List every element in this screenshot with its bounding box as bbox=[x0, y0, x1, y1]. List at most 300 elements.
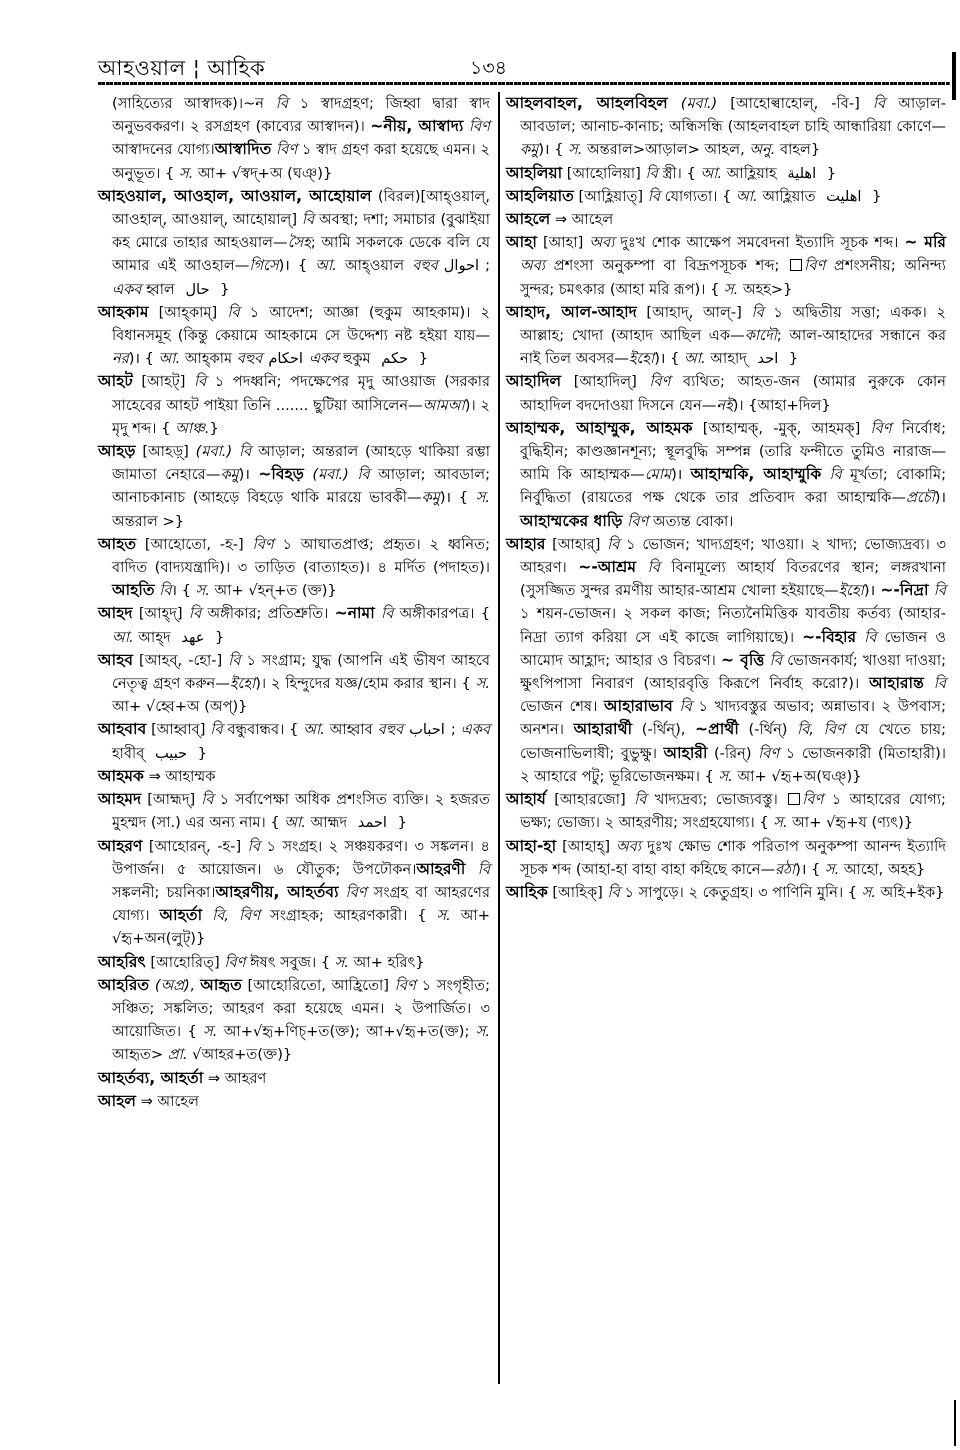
header-rule bbox=[98, 82, 950, 85]
grammar-label: (মবা.) bbox=[680, 95, 718, 112]
grammar-label: বি bbox=[193, 373, 207, 391]
headword: আহব bbox=[98, 650, 134, 669]
grammar-label: আমআ bbox=[422, 396, 465, 414]
text: আহো, অহহ} bbox=[839, 860, 926, 878]
dictionary-entry bbox=[98, 718, 490, 764]
text: বন্ধুবান্ধব। { bbox=[222, 721, 304, 739]
text: ১ আঘাতপ্রাপ্ত; প্রহৃত। ২ ধ্বনিত; বাদিত (বাদ্যযন্ত্রাদি)। ৩ তাড়িত (বাত্যাহত)। ৪ মর্দিত (পদাহত)। bbox=[112, 535, 490, 577]
text: ; আল-আহাদের সন্ধানে কর নাই তিল অবসর— bbox=[520, 327, 946, 368]
grammar-label: (মবা.) bbox=[312, 466, 349, 484]
dictionary-entry bbox=[506, 417, 946, 533]
text: খাদ্যদ্রব্য; ভোজ্যবস্তু। bbox=[646, 791, 787, 809]
text bbox=[636, 559, 648, 576]
text: আহ্লিয়াত bbox=[757, 187, 821, 205]
text: ১ সর্বাপেক্ষা অধিক প্রশংসিত ব্যক্তি। ২ হজরত মুহম্মদ (সা.) এর অন্য নাম। { bbox=[112, 791, 490, 832]
text: নির্বোধ; বুদ্ধিহীন; কাণ্ডজ্ঞানশূন্য; স্থূলবুদ্ধি সম্পন্ন (তারি ফন্দীতে তুমিও নারাজ—আমি কি আহাম্মক— bbox=[520, 419, 946, 484]
headword: ~ বৃত্তি bbox=[721, 650, 765, 669]
text bbox=[668, 95, 681, 112]
grammar-label: বি bbox=[275, 95, 289, 112]
headword: আহলিয়াত bbox=[506, 186, 574, 205]
headword: ~নীয়, আস্বাদ্য bbox=[370, 117, 464, 136]
grammar-label: বিণ bbox=[468, 118, 490, 136]
text: [আহোতো, -হ-] bbox=[136, 535, 253, 553]
text: ; bbox=[485, 257, 490, 275]
headword: আহাম্মকের ধাড়ি bbox=[520, 511, 623, 530]
page-header bbox=[98, 52, 950, 82]
arabic-script: حكم bbox=[381, 350, 409, 368]
grammar-label: বি bbox=[227, 303, 240, 321]
grammar-label: বি bbox=[829, 466, 842, 484]
text: [আহিক্] bbox=[547, 883, 608, 901]
grammar-label: ইহো bbox=[628, 350, 655, 368]
grammar-label: বি bbox=[645, 164, 658, 182]
grammar-label: ইহো bbox=[229, 675, 256, 693]
text: আ+ √হৃ+অ(ঘঞ্)} bbox=[732, 767, 862, 785]
headword: ~বিহড় bbox=[258, 465, 304, 484]
text: [আহট্] bbox=[132, 373, 194, 391]
headword: আহার্য bbox=[506, 790, 546, 809]
text: বিনামূল্যে আহার্য বিতরণের স্থান; লঙ্গরখানা (সুসজ্জিত সুন্দর রমণীয় আহার-আশ্রম খোলা হইয়াছে— bbox=[520, 559, 947, 600]
grammar-label: বহুব bbox=[412, 257, 438, 275]
headword: আহড় bbox=[98, 442, 136, 461]
text: [আহ্কাম্] bbox=[148, 303, 228, 321]
dictionary-entry bbox=[506, 835, 946, 881]
headword: আহদ bbox=[98, 604, 133, 623]
grammar-label: বি bbox=[238, 443, 252, 461]
headword: আহলিয়া bbox=[506, 163, 563, 182]
grammar-label: কমু bbox=[421, 489, 440, 507]
running-head: আহওয়াল ¦ আহিক bbox=[98, 56, 266, 80]
grammar-label: বিণ bbox=[345, 883, 367, 901]
text: [আহড়্] bbox=[135, 443, 196, 461]
grammar-label: বহুব bbox=[377, 721, 404, 739]
text: আহ্ওয়াল bbox=[336, 257, 413, 275]
text: √আহর+ত(ক্ত)} bbox=[187, 1046, 293, 1064]
dictionary-entry bbox=[506, 881, 946, 904]
text: অন্তরাল>আড়াল> আহল, bbox=[582, 141, 750, 159]
text bbox=[339, 884, 346, 901]
text bbox=[232, 443, 239, 460]
text: আহৃত> bbox=[112, 1046, 168, 1064]
headword: ~-বিহার bbox=[802, 627, 857, 646]
text: [আহারজো] bbox=[545, 791, 635, 809]
headword: ~প্রার্থী bbox=[695, 720, 739, 739]
headword: আহট bbox=[98, 372, 133, 391]
grammar-label: বি bbox=[864, 628, 877, 646]
arabic-script: عهد bbox=[181, 628, 205, 646]
text: ১ ভোজন; খাদ্যগ্রহণ; খাওয়া। ২ খাদ্য; ভোজ্যদ্রব্য। ৩ আহরণ। bbox=[520, 535, 946, 577]
grammar-label: বিণ bbox=[276, 141, 298, 159]
grammar-label: স. bbox=[773, 814, 788, 832]
dictionary-entry bbox=[98, 1090, 490, 1113]
arabic-script: احباب bbox=[409, 721, 445, 739]
text: ⇒ আহেল bbox=[136, 1092, 199, 1110]
grammar-label: আ. bbox=[315, 257, 337, 275]
headword: আহারাভাব bbox=[604, 697, 673, 716]
grammar-label: স. bbox=[861, 883, 877, 901]
text: [আহব্, -হো-] bbox=[133, 651, 229, 669]
dictionary-entry bbox=[506, 185, 946, 208]
headword: আহাদিল bbox=[506, 372, 562, 391]
grammar-label: বিণ bbox=[758, 744, 780, 762]
text: (বিরল)[আহ্ওয়াল্, আওহাল্, আওয়াল্, আহোয়াল্] bbox=[112, 187, 490, 229]
arabic-script: احمد bbox=[357, 814, 387, 832]
grammar-label: বি bbox=[210, 721, 223, 739]
dictionary-entry bbox=[506, 208, 946, 231]
headword: আহমদ bbox=[98, 790, 142, 809]
page-edge-mark-bottom bbox=[954, 1400, 956, 1446]
text: হুকুম bbox=[338, 350, 376, 368]
square-box-icon bbox=[790, 259, 802, 271]
arabic-script: حبيب bbox=[154, 744, 188, 762]
dictionary-entry bbox=[98, 788, 490, 834]
grammar-label: সৈহ bbox=[287, 234, 311, 252]
dictionary-entry bbox=[98, 185, 490, 301]
headword: আহরিৎ bbox=[98, 952, 146, 971]
text: (-র্থিন্) bbox=[738, 721, 798, 739]
text: ১ পদধ্বনি; পদক্ষেপের মৃদু আওয়াজ (সরকার সাহেবের আহট পাইয়া তিনি ....... ছুটিয়া আসিলেন— bbox=[112, 373, 490, 414]
left-column bbox=[98, 92, 490, 1113]
text: আহ্মদ bbox=[305, 814, 352, 832]
text: )। ২ হিন্দুদের যজ্ঞ/হোম করার স্থান। { bbox=[255, 675, 476, 693]
headword: আহরণী bbox=[416, 859, 466, 878]
grammar-label: বি bbox=[228, 651, 241, 669]
grammar-label: বহুব bbox=[236, 350, 263, 368]
grammar-label: বি bbox=[607, 535, 620, 553]
dictionary-entry bbox=[506, 92, 946, 162]
text: সংগ্রহ বা আহরণের যোগ্য। bbox=[112, 883, 491, 925]
square-box-icon bbox=[788, 793, 800, 805]
arabic-script: احوال bbox=[443, 257, 480, 275]
grammar-label: আ. bbox=[700, 164, 723, 182]
text: )। { bbox=[538, 141, 569, 159]
headword: আহরণ bbox=[98, 836, 143, 855]
text: দুঃখ শোক আক্ষেপ সমবেদনা ইত্যাদি সূচক শব্দ। bbox=[614, 234, 905, 252]
text bbox=[202, 907, 212, 924]
grammar-label: স. bbox=[195, 582, 210, 600]
text: ⇒ আহাম্মক bbox=[143, 767, 216, 785]
text: আস্বাদনের যোগ্য। bbox=[112, 141, 215, 159]
grammar-label: স. bbox=[436, 907, 451, 925]
grammar-label: বি bbox=[872, 95, 886, 112]
text: যে খেতে চায়; ভোজনাভিলাষী; বুভুক্ষু। bbox=[520, 721, 946, 762]
text: অঙ্গীকার; প্রতিশ্রুতি। bbox=[201, 605, 335, 623]
grammar-label: বিণ bbox=[870, 419, 892, 437]
text: ১ আদেশ; আজ্ঞা (হুকুম আহকাম)। ২ বিধানসমূহ (কিন্তু কেয়ামে আহকামে সে উদ্দেশ্য নষ্ট হইয়া যায়— bbox=[112, 303, 490, 345]
arabic-script: اهلية bbox=[787, 164, 817, 182]
headword: আহরণীয়, আহর্তব্য bbox=[215, 882, 339, 901]
text: হ্বাল bbox=[141, 280, 180, 298]
grammar-label: বিণ bbox=[394, 976, 416, 994]
grammar-label: আ. bbox=[684, 350, 706, 368]
dictionary-entry bbox=[506, 231, 946, 301]
grammar-label: স. bbox=[203, 1023, 218, 1041]
grammar-label: (মবা.) bbox=[195, 443, 233, 461]
dictionary-entry bbox=[98, 765, 490, 788]
text: [আহাদিল্] bbox=[561, 373, 650, 391]
dictionary-entry bbox=[98, 440, 490, 533]
headword: আহত bbox=[98, 534, 137, 553]
text: আ+ √হন্+ত (ক্ত)} bbox=[209, 582, 337, 600]
grammar-label: স. bbox=[475, 675, 490, 693]
headword: ~-নিদ্রা bbox=[880, 581, 929, 600]
text: আ+ √হৃ+অন(লুট্)} bbox=[112, 907, 491, 948]
grammar-label: আ. bbox=[112, 628, 134, 646]
text: )। bbox=[934, 489, 946, 507]
arabic-script: احد bbox=[757, 350, 779, 368]
headword: আহারার্থী bbox=[573, 720, 633, 739]
text: } bbox=[193, 744, 208, 762]
headword: আহা-হা bbox=[506, 836, 557, 855]
grammar-label: ইহো bbox=[838, 582, 864, 600]
text: ঈষৎ সবুজ। { bbox=[245, 953, 335, 971]
text: আ+ √স্বদ্+অ (ঘঞ্)} bbox=[193, 164, 333, 182]
text: দুঃখ ক্ষোভ শোক পরিতাপ অনুকম্পা আনন্দ ইত্যাদি সূচক শব্দ (আহা-হা বাহা বাহা কহিছে কানে— bbox=[520, 837, 946, 878]
grammar-label: অব্য bbox=[589, 234, 615, 252]
grammar-label: আ. bbox=[284, 814, 306, 832]
grammar-label: বি, বিণ bbox=[212, 907, 261, 925]
grammar-label: মোম bbox=[644, 466, 672, 484]
text: আহ্দ bbox=[133, 628, 176, 646]
text: আহাদ্ bbox=[705, 350, 752, 368]
text: ১ শয়ন-ভোজন। ২ সকল কাজ; নিত্যনৈমিত্তিক যাবতীয় কর্তব্য (আহার-নিদ্রা ত্যাগ করিয়া সে এই কাজে লাগিয়াছে)। bbox=[520, 605, 946, 646]
grammar-label: বি bbox=[188, 605, 202, 623]
text: আহ্বাব bbox=[324, 721, 378, 739]
grammar-label: বি bbox=[159, 582, 172, 600]
grammar-label: বি bbox=[634, 791, 647, 809]
text: [আহোলিয়া] bbox=[562, 164, 646, 182]
grammar-label: স. bbox=[718, 767, 733, 785]
grammar-label: বিণ bbox=[802, 791, 824, 809]
text: হাবীব্ bbox=[112, 744, 149, 762]
text: বাহল} bbox=[775, 141, 821, 159]
text: , bbox=[189, 976, 201, 994]
text: ১ সংগ্রহ। ২ সঞ্চয়করণ। ৩ সঙ্কলন। ৪ উপার্জন। ৫ আয়োজন। ৬ যৌতুক; উপঢৌকন। bbox=[112, 837, 490, 878]
grammar-label: বি, বিণ bbox=[797, 721, 845, 739]
grammar-label: রঠা bbox=[775, 860, 796, 878]
grammar-label: বিণ bbox=[649, 373, 671, 391]
text: অহহ>} bbox=[738, 280, 793, 298]
text: } bbox=[414, 350, 429, 368]
text: সংগ্রাহক; আহরণকারী। { bbox=[260, 907, 437, 925]
dictionary-entry bbox=[506, 370, 946, 416]
grammar-label: বি bbox=[201, 791, 214, 809]
text: স্ত্রী। { bbox=[657, 164, 701, 182]
headword: আস্বাদিত bbox=[214, 140, 272, 159]
text: আ+ √হৃ+য (ণ্যৎ)} bbox=[787, 814, 914, 832]
text: )। bbox=[671, 466, 691, 484]
text: ১ স্বাদগ্রহণ; জিহ্বা দ্বারা স্বাদ অনুভবকরণ। ২ রসগ্রহণ (কাব্যের আস্বাদন)। bbox=[112, 95, 491, 136]
grammar-label: স. bbox=[475, 489, 490, 507]
column-divider bbox=[498, 92, 500, 1384]
page-edge-mark bbox=[952, 52, 956, 100]
text: ১ সাপুড়ে। ২ কেতুগ্রহ। ৩ পাণিনি মুনি। { bbox=[619, 883, 862, 901]
text: আড়াল; আবডাল; আনাচকানাচ (আহড়ে বিহড়ে থাকি মারয়ে ভাবকী— bbox=[112, 466, 490, 507]
dictionary-entry bbox=[506, 533, 946, 788]
text: (সাহিত্যের আস্বাদক)।~ন bbox=[112, 95, 276, 112]
dictionary-entry bbox=[98, 92, 490, 185]
text bbox=[673, 698, 680, 715]
grammar-label: বি bbox=[751, 303, 764, 321]
grammar-label: স. bbox=[475, 1023, 490, 1041]
grammar-label: বি bbox=[647, 559, 660, 577]
grammar-label: কমু bbox=[520, 141, 539, 159]
text: আহ্লিয়াহ bbox=[722, 164, 782, 182]
headword: আহরিত bbox=[98, 975, 150, 994]
dictionary-entry bbox=[98, 649, 490, 719]
text: ⇒ আহেল bbox=[550, 211, 614, 229]
dictionary-entry bbox=[98, 602, 490, 648]
text: ১ খাদ্যবস্তুর অভাব; অন্নাভাব। ২ উপবাস; অনশন। bbox=[520, 698, 946, 739]
text: ভোজনকার্য; খাওয়া দাওয়া; ক্ষুৎপিপাসা নিবারণ (আহারবৃত্তি কিরূপে নির্বাহ করো?)। bbox=[520, 651, 947, 693]
dictionary-entry bbox=[98, 951, 490, 974]
text bbox=[924, 675, 934, 692]
text: )। { bbox=[654, 350, 684, 368]
headword: ~নামা bbox=[334, 604, 375, 623]
text: } bbox=[210, 628, 225, 646]
text: )। { bbox=[128, 350, 159, 368]
text: প্রশংসা অনুকম্পা বা বিদ্রূপসূচক শব্দ; bbox=[545, 257, 789, 275]
grammar-label: বি bbox=[357, 466, 370, 484]
grammar-label: বিণ bbox=[627, 512, 649, 530]
headword: আহাম্মকি, আহাম্মুকি bbox=[690, 465, 822, 484]
text: আ+ √হ্বে+অ (অপ্)} bbox=[112, 698, 248, 716]
arabic-script: احكام bbox=[268, 350, 303, 368]
grammar-label: বিণ bbox=[804, 257, 826, 275]
dictionary-entry bbox=[98, 370, 490, 440]
grammar-label: একব bbox=[112, 280, 142, 298]
text: অঙ্গীকারপত্র। { bbox=[393, 605, 491, 623]
grammar-label: বি bbox=[477, 860, 491, 878]
grammar-label: গিসে bbox=[249, 257, 279, 275]
grammar-label: কমু bbox=[220, 466, 239, 484]
text: } bbox=[784, 350, 799, 368]
grammar-label: আ. bbox=[303, 721, 325, 739]
dictionary-entry bbox=[506, 301, 946, 371]
text: ; bbox=[450, 721, 461, 739]
text: ১ সংগ্রাম; যুদ্ধ (আপনি এই ভীষণ আহবে নেতৃত্ব গ্রহণ করুন— bbox=[112, 651, 490, 693]
text: )। bbox=[238, 466, 259, 484]
headword: আহর্তা bbox=[159, 906, 203, 925]
grammar-label: আ. bbox=[158, 350, 181, 368]
arabic-script: حال bbox=[185, 280, 210, 298]
dictionary-entry bbox=[506, 162, 946, 185]
text: [আহাহ্] bbox=[556, 837, 617, 855]
grammar-label: বিণ bbox=[224, 953, 246, 971]
dictionary-entry bbox=[98, 1067, 490, 1090]
text: } bbox=[215, 280, 230, 298]
headword: আহলবাহল, আহলবিহল bbox=[506, 94, 668, 112]
text: । { bbox=[171, 582, 196, 600]
headword: আহকাম bbox=[98, 302, 149, 321]
text: আড়াল; অন্তরাল (আহড়ে থাকিয়া রম্ভা জামাতা নেহারে— bbox=[112, 443, 491, 484]
text: অত্যন্ত বোকা। bbox=[648, 512, 734, 530]
text: )। {আহা+দিল} bbox=[732, 396, 831, 414]
headword: আহৃত bbox=[200, 975, 242, 994]
text: আ+ হরিৎ} bbox=[349, 953, 425, 971]
grammar-label: বি bbox=[607, 883, 620, 901]
text: [আহ্লিয়াত্] bbox=[573, 187, 648, 205]
text: সঙ্কলনী; চয়নিকা। bbox=[112, 883, 216, 901]
text: [আহোল্বাহোল্, -বি-] bbox=[717, 95, 873, 112]
grammar-label: বি bbox=[647, 187, 661, 205]
text: [আহ্বাব্] bbox=[146, 721, 211, 739]
grammar-label: বি bbox=[933, 582, 946, 600]
dictionary-entry bbox=[98, 301, 490, 371]
headword: আহল bbox=[98, 1091, 137, 1110]
text: ভোজন ও আমোদ আহ্লাদ; আহার ও বিচরণ। bbox=[520, 628, 946, 669]
page-number: ১৩৪ bbox=[470, 57, 508, 79]
grammar-label: বি bbox=[381, 605, 394, 623]
text: )। { bbox=[278, 257, 316, 275]
text: [আহ্দ্] bbox=[132, 605, 189, 623]
headword: আহবাব bbox=[98, 720, 147, 739]
text: )। bbox=[863, 582, 881, 600]
text bbox=[821, 466, 829, 483]
grammar-label: বিণ bbox=[252, 535, 274, 553]
text: যোগ্যতা। { bbox=[660, 187, 737, 205]
text: আড়াল-আবডাল; আনাচ-কানাচ; অন্ধিসন্ধি (আহলবাহল চাহি আন্ধারিয়া কোণে— bbox=[520, 95, 947, 136]
headword: আহাদ, আল-আহাদ bbox=[506, 302, 637, 321]
text: [আহ্মদ্] bbox=[141, 791, 202, 809]
dictionary-entry bbox=[98, 835, 490, 951]
headword: আহিক bbox=[506, 882, 548, 901]
text: ব্যথিত; আহত-জন (আমার নুরুকে কোন আহাদিল বদদোওয়া দিসনে যেন— bbox=[520, 373, 946, 414]
grammar-label: একব bbox=[460, 721, 491, 739]
text: [আহোরন্, -হ-] bbox=[142, 837, 248, 855]
text: (-র্থিন্), bbox=[632, 721, 696, 739]
text: প্রশংসনীয়; অনিন্দ্য সুন্দর; চমৎকার (আহা মরি রূপ)। { bbox=[520, 257, 946, 298]
text: (-রিন্) bbox=[707, 744, 759, 762]
grammar-label: বি bbox=[247, 837, 260, 855]
grammar-label: অনু. bbox=[749, 141, 776, 159]
grammar-label: নই bbox=[716, 396, 733, 414]
text: ⇒ আহরণ bbox=[203, 1069, 267, 1087]
grammar-label: বি bbox=[769, 651, 782, 669]
text: ভোজন শেষ। bbox=[520, 698, 605, 716]
text: আ+√হৃ+ণিচ্+ত(ক্ত); আ+√হৃ+ত(ক্ত); bbox=[217, 1023, 476, 1041]
text: [আহা] bbox=[536, 234, 590, 252]
headword: ~-আশ্রম bbox=[578, 558, 637, 577]
grammar-label: কাদৌ bbox=[744, 327, 777, 345]
grammar-label: আঞ্চ. bbox=[175, 419, 210, 437]
text: } bbox=[822, 164, 837, 182]
text bbox=[856, 629, 864, 646]
text: [আহোরিত্] bbox=[145, 953, 225, 971]
text: অবস্থা; দশা; সমাচার (বুঝাইয়া কহ মোরে তাহার আহওয়াল— bbox=[112, 211, 490, 252]
grammar-label: স. bbox=[178, 164, 194, 182]
headword: আহার bbox=[506, 534, 546, 553]
text: ১ ভোজনকারী (মিতাহারী)। ২ আহারে পটু; ভূরিভোজনক্ষম। { bbox=[520, 744, 946, 785]
grammar-label: বি bbox=[933, 675, 947, 693]
dictionary-entry bbox=[98, 533, 490, 603]
text: ১ স্বাদ গ্রহণ করা হয়েছে এমন। ২ অনুভূত। { bbox=[112, 141, 490, 182]
grammar-label: নর bbox=[112, 350, 129, 368]
text: অন্তরাল >} bbox=[112, 512, 184, 530]
text: )। { bbox=[439, 489, 476, 507]
grammar-label: আ. bbox=[736, 187, 758, 205]
text: [আহাম্মক্, -মুক্, আহমক্] bbox=[692, 419, 871, 437]
grammar-label: অব্য bbox=[616, 837, 642, 855]
headword: আহা bbox=[506, 233, 537, 252]
grammar-label: স. bbox=[568, 141, 583, 159]
text: অহি+ইক} bbox=[876, 883, 945, 901]
arabic-script: اهليت bbox=[826, 187, 862, 205]
grammar-label: বি bbox=[679, 698, 692, 716]
grammar-label: একব bbox=[308, 350, 339, 368]
text: [আহাদ্, আল্-] bbox=[636, 303, 752, 321]
grammar-label: প্রচৌ bbox=[905, 489, 935, 507]
